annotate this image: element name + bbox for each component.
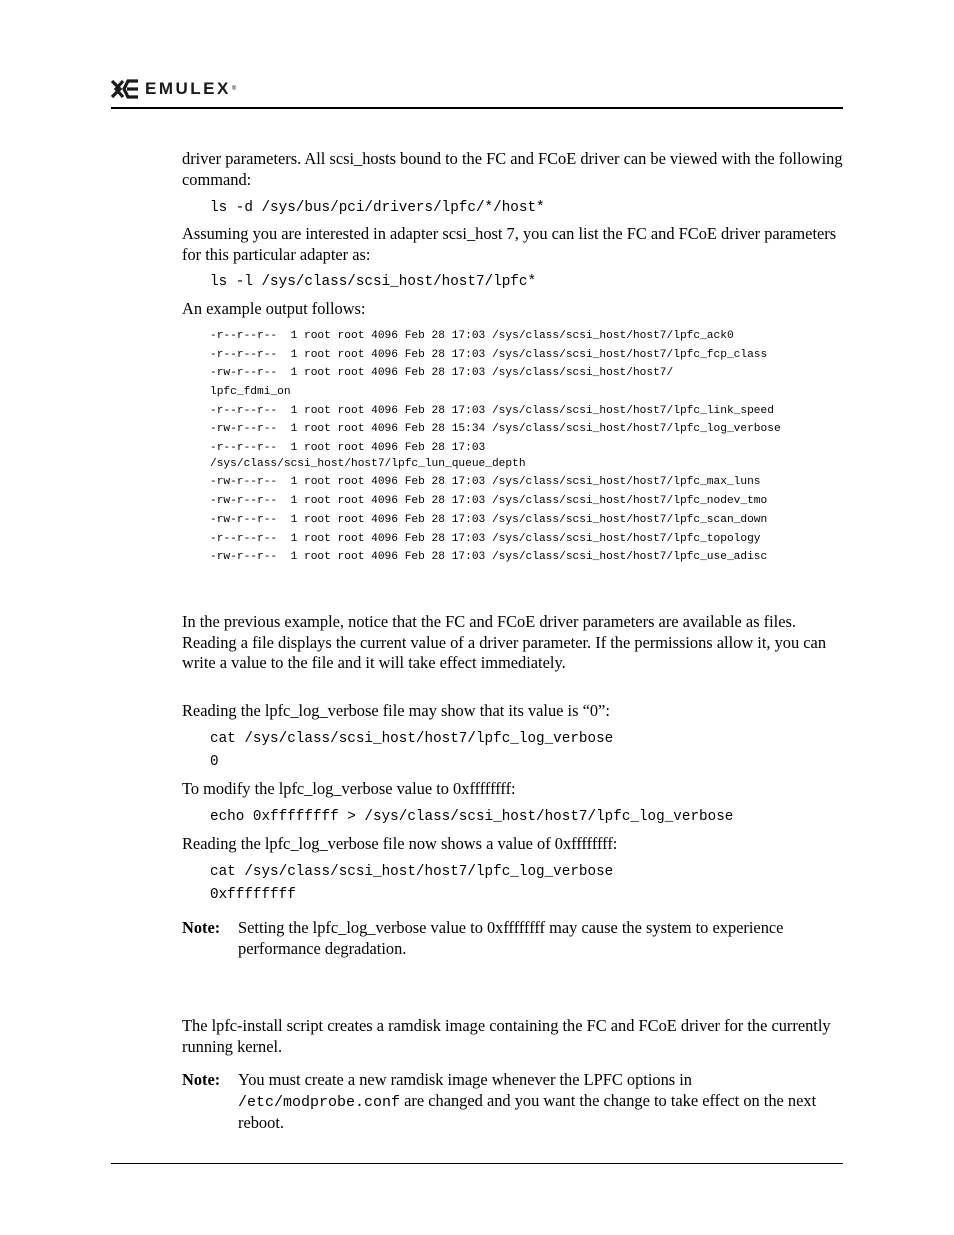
paragraph-example: An example output follows:: [182, 299, 366, 318]
header-rule: [111, 107, 843, 109]
note-ramdisk: [182, 1070, 844, 1134]
listing-line: -rw-r--r-- 1 root root 4096 Feb 28 17:03 /sys/class/scsi_host/host7/: [210, 367, 674, 379]
note-label: Note:: [182, 918, 221, 937]
paragraph-intro: driver parameters. All scsi_hosts bound to the FC and FCoE driver can be viewed with the following command:: [182, 149, 843, 189]
brand-name: EMULEX: [145, 79, 231, 98]
paragraph-adapter: Assuming you are interested in adapter scsi_host 7, you can list the FC and FCoE driver parameters for this particular adapter as:: [182, 224, 837, 264]
modprobe-path: /etc/modprobe.conf: [238, 1093, 401, 1111]
command-echo-verbose: echo 0xffffffff > /sys/class/scsi_host/host7/lpfc_log_verbose: [210, 809, 734, 825]
paragraph-modify: To modify the lpfc_log_verbose value to 0xffffffff:: [182, 779, 516, 798]
paragraph-read-new: Reading the lpfc_log_verbose file now shows a value of 0xffffffff:: [182, 834, 618, 853]
listing-line: -rw-r--r-- 1 root root 4096 Feb 28 17:03 /sys/class/scsi_host/host7/lpfc_scan_down: [210, 514, 768, 526]
command-cat-verbose-2: cat /sys/class/scsi_host/host7/lpfc_log_verbose: [210, 864, 614, 880]
listing-line: lpfc_fdmi_on: [210, 386, 291, 398]
listing-line: -rw-r--r-- 1 root root 4096 Feb 28 17:03 /sys/class/scsi_host/host7/lpfc_max_luns: [210, 476, 761, 488]
emulex-logo-icon: [111, 79, 141, 99]
note-label: Note:: [182, 1070, 221, 1089]
listing-line: /sys/class/scsi_host/host7/lpfc_lun_queue_depth: [210, 458, 526, 470]
paragraph-ramdisk: The lpfc-install script creates a ramdisk image containing the FC and FCoE driver for the currently running kernel.: [182, 1016, 831, 1056]
command-cat-verbose: cat /sys/class/scsi_host/host7/lpfc_log_verbose: [210, 731, 614, 747]
listing-line: -r--r--r-- 1 root root 4096 Feb 28 17:03: [210, 442, 486, 454]
trademark-symbol: ®: [231, 86, 237, 92]
note-performance: [182, 918, 844, 959]
footer-rule: [111, 1163, 843, 1164]
command-output-ffff: 0xffffffff: [210, 887, 296, 903]
note-text-end: are changed and you want the change to take effect on the next reboot.: [238, 1090, 817, 1132]
listing-line: -r--r--r-- 1 root root 4096 Feb 28 17:03 /sys/class/scsi_host/host7/lpfc_fcp_class: [210, 349, 768, 361]
listing-line: -rw-r--r-- 1 root root 4096 Feb 28 17:03 /sys/class/scsi_host/host7/lpfc_nodev_tmo: [210, 495, 768, 507]
page-header: [111, 78, 236, 100]
command-output-zero: 0: [210, 754, 219, 770]
listing-line: -rw-r--r-- 1 root root 4096 Feb 28 17:03 /sys/class/scsi_host/host7/lpfc_use_adisc: [210, 551, 768, 563]
listing-line: -rw-r--r-- 1 root root 4096 Feb 28 15:34 /sys/class/scsi_host/host7/lpfc_log_verbose: [210, 423, 781, 435]
paragraph-read-verbose: Reading the lpfc_log_verbose file may show that its value is “0”:: [182, 701, 610, 720]
command-list-params: ls -l /sys/class/scsi_host/host7/lpfc*: [210, 274, 537, 290]
listing-line: -r--r--r-- 1 root root 4096 Feb 28 17:03 /sys/class/scsi_host/host7/lpfc_topology: [210, 533, 761, 545]
note-text-start: You must create a new ramdisk image whenever the LPFC options in: [238, 1070, 693, 1089]
listing-line: -r--r--r-- 1 root root 4096 Feb 28 17:03 /sys/class/scsi_host/host7/lpfc_link_speed: [210, 405, 774, 417]
paragraph-files: In the previous example, notice that the FC and FCoE driver parameters are available as files. Reading a file displays the current value of a driver parameter. If the permissions allow it, you can write a value to the file and it will take effect immediately.: [182, 612, 827, 672]
note-text: [238, 1070, 844, 1134]
note-text: Setting the lpfc_log_verbose value to 0xffffffff may cause the system to experience performance degradation.: [238, 918, 784, 958]
listing-line: -r--r--r-- 1 root root 4096 Feb 28 17:03 /sys/class/scsi_host/host7/lpfc_ack0: [210, 330, 734, 342]
command-list-hosts: ls -d /sys/bus/pci/drivers/lpfc/*/host*: [210, 200, 545, 216]
